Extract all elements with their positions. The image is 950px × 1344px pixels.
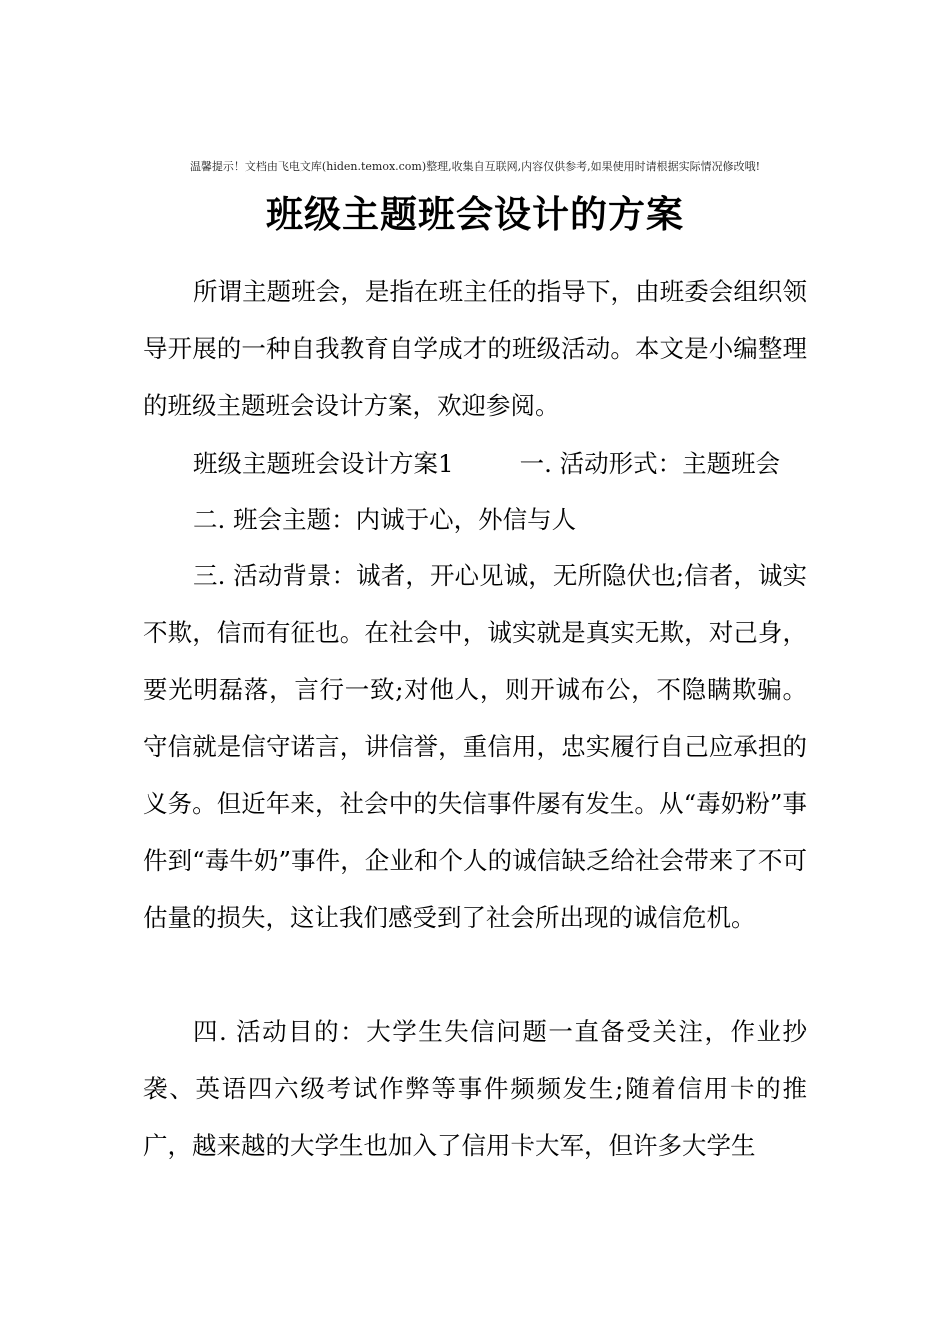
purpose-text: 四. 活动目的：大学生失信问题一直备受关注，作业抄袭、英语四六级考试作弊等事件频频发生;随着信用卡的推广，越来越的大学生也加入了信用卡大军，但许多大学生 [143,1017,807,1160]
purpose-paragraph [143,1003,807,1174]
header-notice: 温馨提示！文档由飞电文库(hiden.temox.com)整理,收集自互联网,内容仅供参考,如果使用时请根据实际情况修改哦! [189,160,761,173]
plan-heading: 班级主题班会设计方案1 [193,449,454,478]
plan-heading-row [143,435,807,492]
intro-paragraph [143,263,807,434]
theme-paragraph [143,491,807,548]
intro-text: 所谓主题班会，是指在班主任的指导下，由班委会组织领导开展的一种自我教育自学成才的班级活动。本文是小编整理的班级主题班会设计方案，欢迎参阅。 [143,277,807,420]
plan-heading-line [143,435,807,492]
document-title: 班级主题班会设计的方案 [266,192,684,236]
theme-text: 二. 班会主题：内诚于心，外信与人 [193,505,577,534]
background-paragraph [143,547,807,946]
background-text: 三. 活动背景：诚者，开心见诚，无所隐伏也;信者，诚实不欺，信而有征也。在社会中，诚实就是真实无欺，对己身，要光明磊落，言行一致;对他人，则开诚布公，不隐瞒欺骗。守信就是信守诺言，讲信誉，重信用，忠实履行自己应承担的义务。但近年来，社会中的失信事件屡有发生。从“毒奶粉”事件到“毒牛奶”事件，企业和个人的诚信缺乏给社会带来了不可估量的损失，这让我们感受到了社会所出现的诚信危机。 [143,561,807,932]
activity-form: 一. 活动形式：主题班会 [519,449,781,478]
